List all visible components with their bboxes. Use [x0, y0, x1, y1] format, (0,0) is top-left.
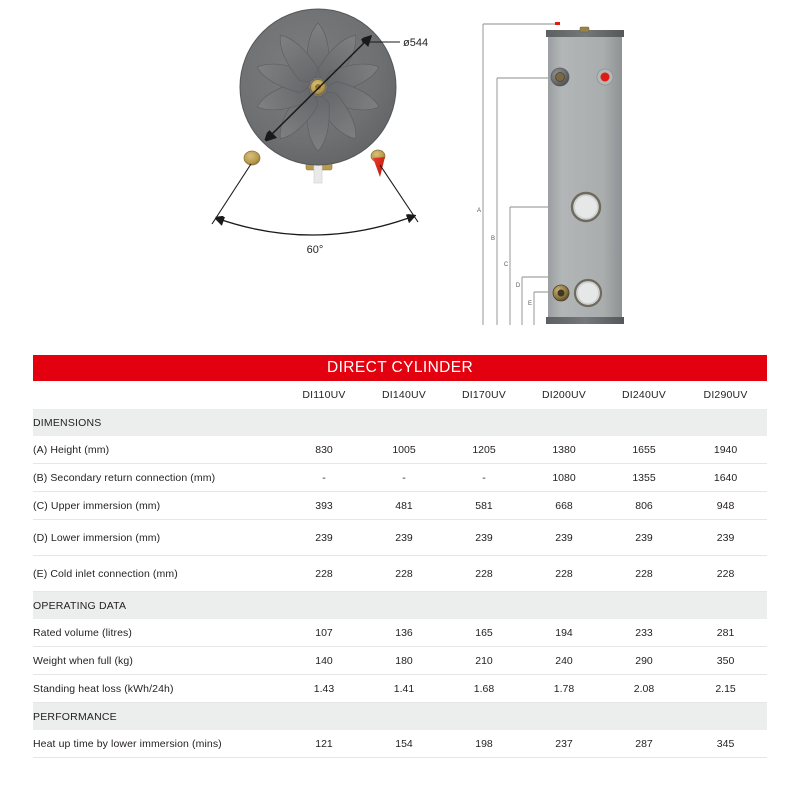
row-value: 107	[284, 619, 364, 647]
model-header-4: DI240UV	[621, 389, 666, 401]
row-value: 239	[284, 520, 364, 556]
row-value: 290	[604, 647, 684, 675]
row-value: 1355	[604, 464, 684, 492]
row-value: 233	[604, 619, 684, 647]
row-value: 239	[684, 520, 767, 556]
secondary-return-port	[572, 193, 600, 221]
specification-table	[33, 355, 767, 758]
banner-title: DIRECT CYLINDER	[33, 355, 767, 381]
plan-right-red-fitting	[371, 150, 385, 177]
row-value: 350	[684, 647, 767, 675]
diameter-label: ø544	[403, 37, 429, 49]
row-label: (B) Secondary return connection (mm)	[33, 464, 284, 492]
row-value: 240	[524, 647, 604, 675]
table-row	[33, 675, 767, 703]
row-value: 1.68	[444, 675, 524, 703]
row-value: 1.78	[524, 675, 604, 703]
row-label: Heat up time by lower immersion (mins)	[33, 730, 284, 758]
model-header-5: DI290UV	[703, 389, 748, 401]
cold-inlet-port	[575, 280, 601, 306]
model-header-row	[33, 381, 767, 409]
row-value: 806	[604, 492, 684, 520]
table-row	[33, 619, 767, 647]
section-spacer-cell	[604, 409, 684, 436]
row-value: 1.43	[284, 675, 364, 703]
section-spacer-cell	[364, 703, 444, 731]
cylinder-top-disc	[240, 9, 396, 165]
row-value: 140	[284, 647, 364, 675]
row-value: 281	[684, 619, 767, 647]
row-label: (D) Lower immersion (mm)	[33, 520, 284, 556]
row-value: 948	[684, 492, 767, 520]
row-value: 1655	[604, 436, 684, 464]
model-header-1: DI140UV	[381, 389, 426, 401]
row-value: 1940	[684, 436, 767, 464]
row-value: 194	[524, 619, 604, 647]
row-value: 1005	[364, 436, 444, 464]
section-title-2: PERFORMANCE	[33, 703, 284, 731]
row-value: 237	[524, 730, 604, 758]
section-header-row	[33, 409, 767, 436]
table-row	[33, 492, 767, 520]
section-header-row	[33, 703, 767, 731]
table-row	[33, 436, 767, 464]
row-value: 581	[444, 492, 524, 520]
section-spacer-cell	[684, 409, 767, 436]
section-spacer-cell	[524, 409, 604, 436]
row-value: -	[444, 464, 524, 492]
row-value: 1205	[444, 436, 524, 464]
thermostat-indicator	[597, 69, 613, 85]
dimension-letter-a: A	[476, 208, 482, 214]
plan-left-boss	[244, 151, 260, 165]
row-value: 668	[524, 492, 604, 520]
row-value: 239	[524, 520, 604, 556]
row-value: 287	[604, 730, 684, 758]
row-value: 830	[284, 436, 364, 464]
upper-immersion-port	[551, 68, 569, 86]
section-spacer-cell	[444, 703, 524, 731]
section-spacer-cell	[364, 592, 444, 620]
row-value: 198	[444, 730, 524, 758]
row-value: 154	[364, 730, 444, 758]
model-header-3: DI200UV	[541, 389, 586, 401]
table-row	[33, 464, 767, 492]
section-spacer-cell	[604, 703, 684, 731]
dimension-letter-b: B	[490, 236, 496, 242]
row-value: 1080	[524, 464, 604, 492]
section-spacer-cell	[684, 703, 767, 731]
row-value: 1380	[524, 436, 604, 464]
table-banner-row	[33, 355, 767, 381]
row-value: 136	[364, 619, 444, 647]
row-value: 228	[604, 556, 684, 592]
row-value: 228	[364, 556, 444, 592]
row-label: (A) Height (mm)	[33, 436, 284, 464]
row-value: 1640	[684, 464, 767, 492]
row-value: 210	[444, 647, 524, 675]
row-value: 393	[284, 492, 364, 520]
section-header-row	[33, 592, 767, 620]
dimension-letter-c: C	[503, 262, 509, 268]
section-spacer-cell	[284, 592, 364, 620]
row-label: Weight when full (kg)	[33, 647, 284, 675]
section-spacer-cell	[524, 703, 604, 731]
row-value: 2.08	[604, 675, 684, 703]
cylinder-bottom-cap	[546, 317, 624, 324]
row-value: -	[284, 464, 364, 492]
section-spacer-cell	[444, 409, 524, 436]
model-header-2: DI170UV	[461, 389, 506, 401]
angle-label: 60°	[306, 244, 324, 256]
section-spacer-cell	[444, 592, 524, 620]
row-value: -	[364, 464, 444, 492]
row-label: (C) Upper immersion (mm)	[33, 492, 284, 520]
row-label: Standing heat loss (kWh/24h)	[33, 675, 284, 703]
product-diagrams	[0, 0, 800, 345]
row-label: (E) Cold inlet connection (mm)	[33, 556, 284, 592]
row-value: 121	[284, 730, 364, 758]
row-value: 239	[604, 520, 684, 556]
row-value: 345	[684, 730, 767, 758]
row-value: 228	[524, 556, 604, 592]
table-row	[33, 556, 767, 592]
top-plan-view	[190, 5, 450, 335]
top-vent-fitting	[580, 27, 589, 32]
row-value: 1.41	[364, 675, 444, 703]
row-value: 180	[364, 647, 444, 675]
row-value: 481	[364, 492, 444, 520]
row-value: 228	[284, 556, 364, 592]
section-title-1: OPERATING DATA	[33, 592, 284, 620]
section-spacer-cell	[364, 409, 444, 436]
section-title-0: DIMENSIONS	[33, 409, 284, 436]
lower-immersion-port	[553, 285, 569, 301]
table-row	[33, 520, 767, 556]
table-row	[33, 730, 767, 758]
row-value: 2.15	[684, 675, 767, 703]
cylinder-elevation-view	[455, 0, 755, 340]
dimension-letter-e: E	[527, 301, 533, 307]
row-value: 239	[364, 520, 444, 556]
dimension-letter-d: D	[515, 283, 521, 289]
model-header-0: DI110UV	[302, 389, 346, 401]
section-spacer-cell	[524, 592, 604, 620]
section-spacer-cell	[284, 703, 364, 731]
section-spacer-cell	[284, 409, 364, 436]
model-header-spacer	[33, 381, 284, 409]
section-spacer-cell	[604, 592, 684, 620]
row-value: 239	[444, 520, 524, 556]
row-value: 165	[444, 619, 524, 647]
table-row	[33, 647, 767, 675]
row-label: Rated volume (litres)	[33, 619, 284, 647]
row-value: 228	[444, 556, 524, 592]
section-spacer-cell	[684, 592, 767, 620]
row-value: 228	[684, 556, 767, 592]
